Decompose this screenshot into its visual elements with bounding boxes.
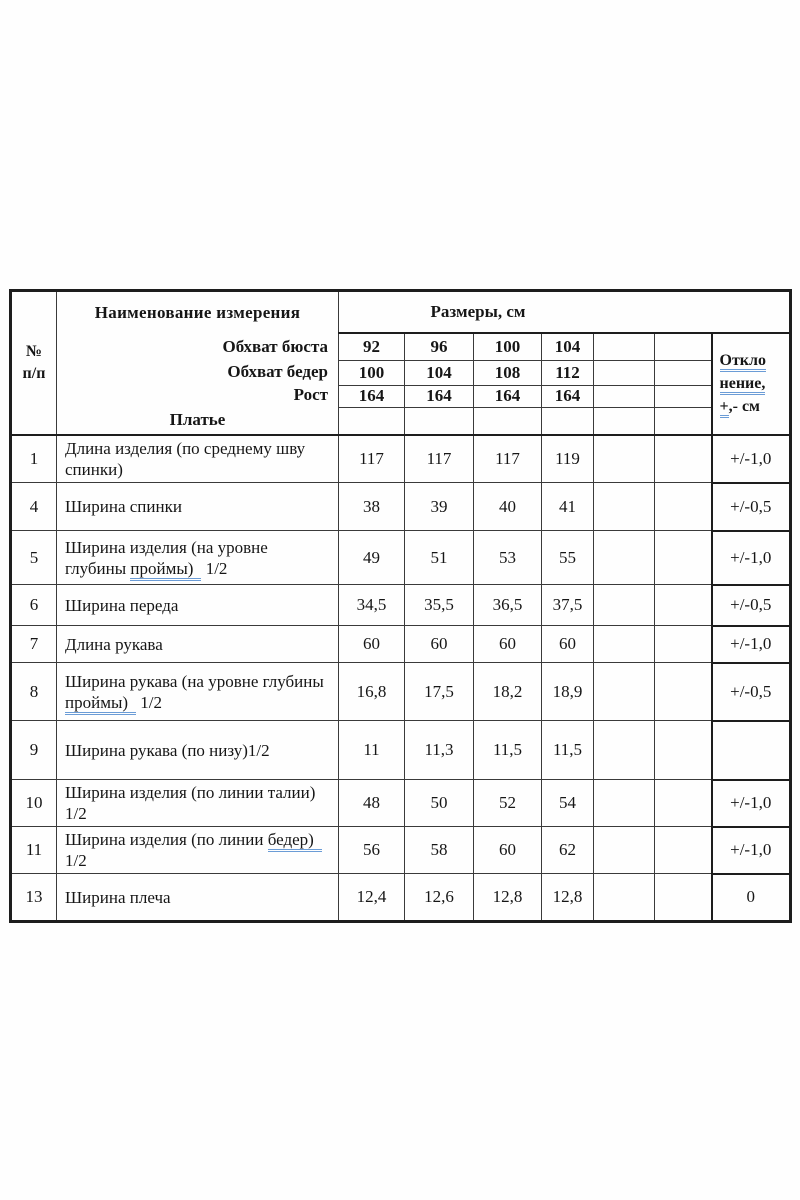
size-header-value-cell: 104: [405, 360, 474, 385]
table-row: [11, 531, 791, 585]
size-header-value-cell: 112: [542, 360, 594, 385]
empty-cell: [655, 407, 712, 435]
size-value-cell: 37,5: [542, 585, 594, 626]
empty-cell: [339, 407, 405, 435]
empty-cell: [594, 874, 655, 922]
size-header-value-cell: 108: [474, 360, 542, 385]
size-value-cell: 12,8: [542, 874, 594, 922]
deviation-header-line2: нение,: [720, 372, 787, 395]
table-row: [11, 827, 791, 874]
size-value-cell: 16,8: [339, 663, 405, 721]
table-row: [11, 780, 791, 827]
deviation-value-cell: [712, 721, 791, 780]
table-row: [11, 585, 791, 626]
bust-label: Обхват бюста: [222, 337, 328, 356]
empty-cell: [594, 531, 655, 585]
empty-cell: [655, 483, 712, 531]
row-number-cell: 10: [11, 780, 57, 827]
empty-cell: [594, 721, 655, 780]
empty-cell: [655, 360, 712, 385]
row-number-cell: 9: [11, 721, 57, 780]
empty-cell: [594, 435, 655, 483]
table-row: [11, 483, 791, 531]
empty-cell: [594, 483, 655, 531]
row-number-cell: 13: [11, 874, 57, 922]
size-value-cell: 11,3: [405, 721, 474, 780]
size-value-cell: 40: [474, 483, 542, 531]
empty-cell: [655, 721, 712, 780]
table-row: [11, 874, 791, 922]
table-row: [11, 435, 791, 483]
deviation-value-cell: +/-0,5: [712, 663, 791, 721]
size-value-cell: 60: [474, 827, 542, 874]
size-value-cell: 60: [339, 626, 405, 663]
size-header-value-cell: 164: [339, 385, 405, 407]
size-value-cell: 60: [474, 626, 542, 663]
header-num-cell: [11, 291, 57, 436]
empty-cell: [405, 407, 474, 435]
size-header-value-cell: 92: [339, 333, 405, 361]
measurement-name-cell: Длина изделия (по среднему шву спинки): [57, 435, 339, 483]
size-value-cell: 11: [339, 721, 405, 780]
deviation-value-cell: +/-1,0: [712, 435, 791, 483]
size-value-cell: 60: [405, 626, 474, 663]
size-value-cell: 55: [542, 531, 594, 585]
deviation-header-cell: [712, 333, 791, 436]
size-header-value-cell: 164: [405, 385, 474, 407]
measurement-name-cell: Ширина переда: [57, 585, 339, 626]
row-number-cell: 1: [11, 435, 57, 483]
size-value-cell: 18,9: [542, 663, 594, 721]
row-number-cell: 5: [11, 531, 57, 585]
size-header-value-cell: 100: [339, 360, 405, 385]
size-value-cell: 58: [405, 827, 474, 874]
header-name-cell: [57, 291, 339, 436]
header-row-title: [11, 291, 791, 333]
measurement-name-cell: Ширина изделия (по линии бедер) 1/2: [57, 827, 339, 874]
table-row: [11, 663, 791, 721]
height-label: Рост: [293, 385, 328, 404]
size-header-value-cell: 164: [542, 385, 594, 407]
size-value-cell: 119: [542, 435, 594, 483]
empty-cell: [474, 407, 542, 435]
empty-cell: [594, 385, 655, 407]
empty-cell: [655, 827, 712, 874]
size-value-cell: 48: [339, 780, 405, 827]
size-value-cell: 50: [405, 780, 474, 827]
size-value-cell: 34,5: [339, 585, 405, 626]
size-value-cell: 54: [542, 780, 594, 827]
empty-cell: [655, 780, 712, 827]
size-value-cell: 38: [339, 483, 405, 531]
measurement-name-cell: Ширина изделия (по линии талии) 1/2: [57, 780, 339, 827]
empty-cell: [542, 407, 594, 435]
measurement-name-cell: Длина рукава: [57, 626, 339, 663]
empty-cell: [594, 360, 655, 385]
empty-cell: [655, 333, 712, 361]
size-value-cell: 41: [542, 483, 594, 531]
size-value-cell: 117: [474, 435, 542, 483]
header-num-line1: №: [25, 343, 43, 360]
measurement-name-cell: Ширина рукава (по низу)1/2: [57, 721, 339, 780]
size-value-cell: 53: [474, 531, 542, 585]
size-value-cell: 117: [339, 435, 405, 483]
size-value-cell: 12,4: [339, 874, 405, 922]
table-row: [11, 721, 791, 780]
empty-cell: [655, 385, 712, 407]
empty-cell: [594, 585, 655, 626]
row-number-cell: 7: [11, 626, 57, 663]
empty-cell: [594, 626, 655, 663]
row-number-cell: 4: [11, 483, 57, 531]
size-header-value-cell: 100: [474, 333, 542, 361]
empty-cell: [594, 780, 655, 827]
size-value-cell: 51: [405, 531, 474, 585]
deviation-value-cell: 0: [712, 874, 791, 922]
empty-cell: [594, 663, 655, 721]
size-value-cell: 35,5: [405, 585, 474, 626]
measurement-name-header: Наименование измерения: [94, 303, 301, 322]
size-value-cell: 62: [542, 827, 594, 874]
deviation-value-cell: +/-1,0: [712, 626, 791, 663]
size-value-cell: 18,2: [474, 663, 542, 721]
measurement-table: [9, 289, 792, 923]
size-header-value-cell: 164: [474, 385, 542, 407]
size-value-cell: 52: [474, 780, 542, 827]
empty-cell: [655, 585, 712, 626]
empty-cell: [655, 435, 712, 483]
size-value-cell: 117: [405, 435, 474, 483]
row-number-cell: 8: [11, 663, 57, 721]
size-value-cell: 49: [339, 531, 405, 585]
empty-cell: [594, 333, 655, 361]
empty-cell: [655, 531, 712, 585]
size-value-cell: 56: [339, 827, 405, 874]
measurement-name-cell: Ширина рукава (на уровне глубины проймы) 1/2: [57, 663, 339, 721]
size-header-value-cell: 104: [542, 333, 594, 361]
size-value-cell: 60: [542, 626, 594, 663]
size-header-value-cell: 96: [405, 333, 474, 361]
empty-cell: [655, 663, 712, 721]
empty-cell: [594, 407, 655, 435]
deviation-value-cell: +/-1,0: [712, 780, 791, 827]
row-number-cell: 6: [11, 585, 57, 626]
deviation-header-line1: Откло: [720, 349, 787, 372]
size-value-cell: 12,6: [405, 874, 474, 922]
sizes-header-cell: Размеры, см: [339, 291, 791, 333]
table-row: [11, 626, 791, 663]
empty-cell: [655, 874, 712, 922]
header-num-line2: п/п: [22, 365, 46, 382]
deviation-value-cell: +/-0,5: [712, 483, 791, 531]
deviation-header-line3: +,- см: [720, 395, 787, 418]
size-value-cell: 12,8: [474, 874, 542, 922]
measurement-name-cell: Ширина изделия (на уровне глубины проймы) 1/2: [57, 531, 339, 585]
empty-cell: [655, 626, 712, 663]
hips-label: Обхват бедер: [227, 362, 328, 381]
row-number-cell: 11: [11, 827, 57, 874]
size-value-cell: 11,5: [474, 721, 542, 780]
size-value-cell: 36,5: [474, 585, 542, 626]
size-value-cell: 17,5: [405, 663, 474, 721]
deviation-value-cell: +/-1,0: [712, 531, 791, 585]
deviation-value-cell: +/-0,5: [712, 585, 791, 626]
measurement-name-cell: Ширина плеча: [57, 874, 339, 922]
size-value-cell: 11,5: [542, 721, 594, 780]
size-value-cell: 39: [405, 483, 474, 531]
empty-cell: [594, 827, 655, 874]
measurement-name-cell: Ширина спинки: [57, 483, 339, 531]
deviation-value-cell: +/-1,0: [712, 827, 791, 874]
garment-group-label: Платье: [169, 410, 226, 429]
